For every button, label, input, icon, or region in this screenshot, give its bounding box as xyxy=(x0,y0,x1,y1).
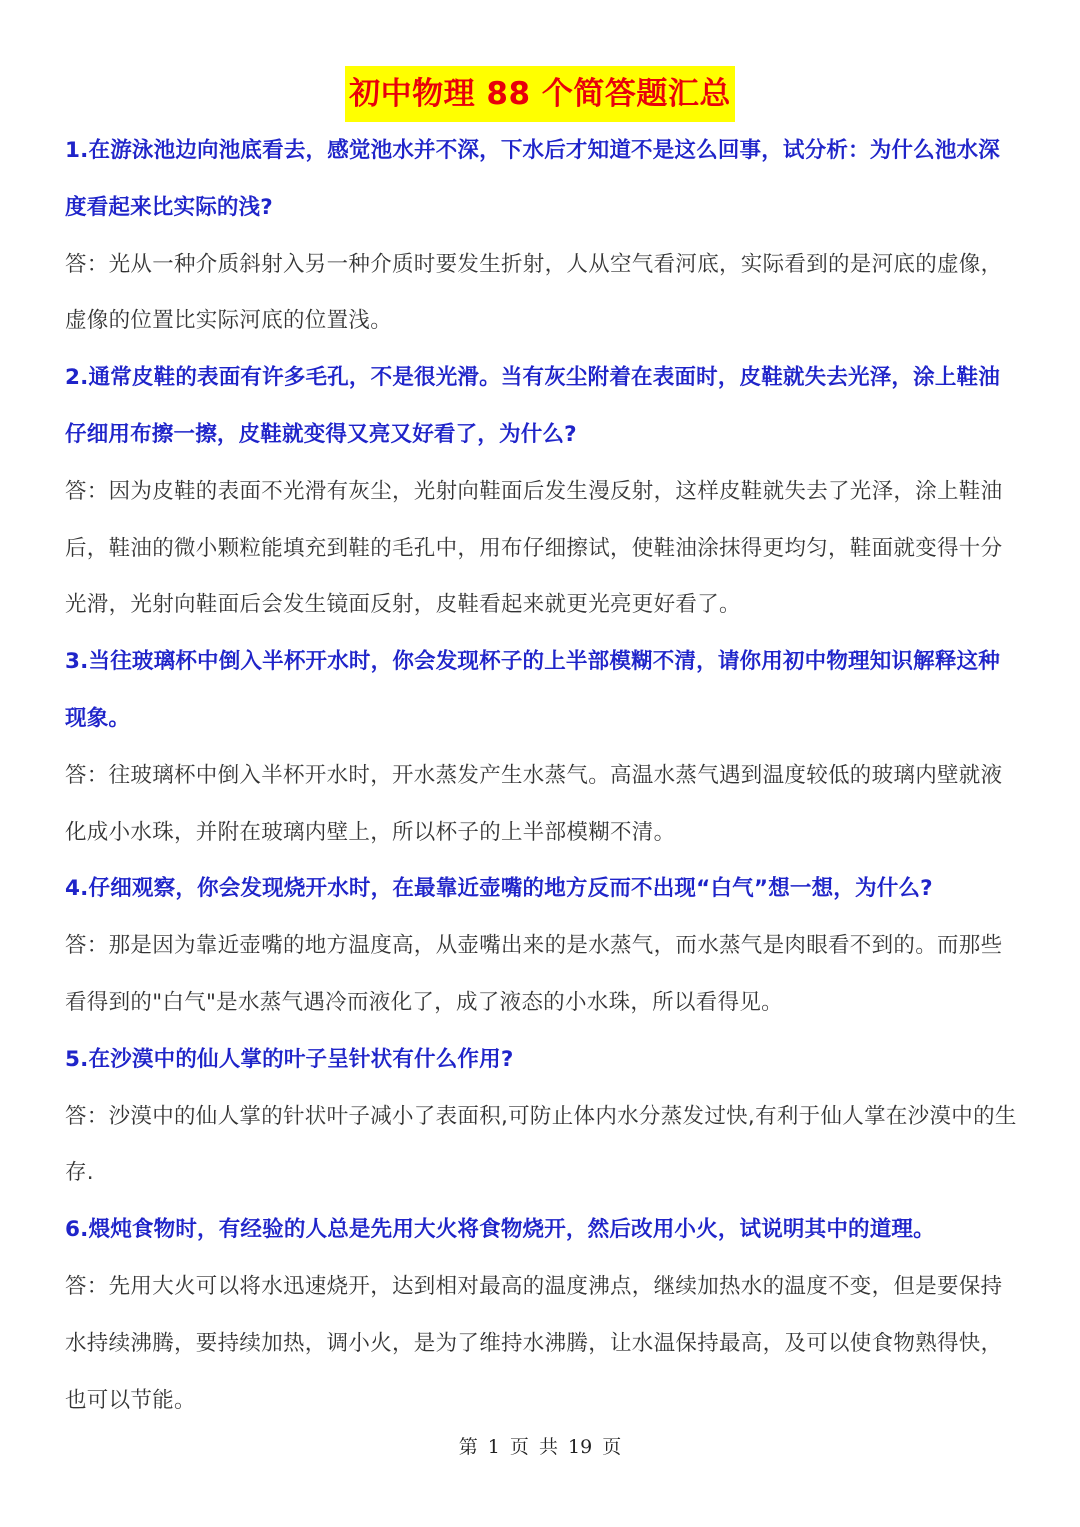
question-2: 2.通常皮鞋的表面有许多毛孔，不是很光滑。当有灰尘附着在表面时，皮鞋就失去光泽，涂上鞋油仔细用布擦一擦，皮鞋就变得又亮又好看了，为什么? xyxy=(65,365,1000,447)
answer-3: 答：往玻璃杯中倒入半杯开水时，开水蒸发产生水蒸气。高温水蒸气遇到温度较低的玻璃内壁就液化成小水珠，并附在玻璃内壁上，所以杯子的上半部模糊不清。 xyxy=(65,762,1003,845)
question-1: 1.在游泳池边向池底看去，感觉池水并不深，下水后才知道不是这么回事，试分析：为什么池水深度看起来比实际的浅? xyxy=(65,138,1000,220)
question-5: 5.在沙漠中的仙人掌的叶子呈针状有什么作用? xyxy=(65,1046,514,1072)
page-title: 初中物理 88 个简答题汇总 xyxy=(345,66,735,122)
title-wrap xyxy=(0,66,1080,122)
answer-1: 答：光从一种介质斜射入另一种介质时要发生折射，人从空气看河底，实际看到的是河底的虚像，虚像的位置比实际河底的位置浅。 xyxy=(65,251,1003,334)
qa-list xyxy=(65,123,1017,1429)
question-6: 6.煨炖食物时，有经验的人总是先用大火将食物烧开，然后改用小火，试说明其中的道理。 xyxy=(65,1217,935,1243)
answer-4: 答：那是因为靠近壶嘴的地方温度高，从壶嘴出来的是水蒸气，而水蒸气是肉眼看不到的。而那些看得到的"白气"是水蒸气遇冷而液化了，成了液态的小水珠，所以看得见。 xyxy=(65,933,1003,1015)
question-4: 4.仔细观察，你会发现烧开水时，在最靠近壶嘴的地方反而不出现“白气”想一想，为什么? xyxy=(65,876,933,902)
page-footer: 第 1 页 共 19 页 xyxy=(458,1436,622,1458)
answer-6: 答：先用大火可以将水迅速烧开，达到相对最高的温度沸点，继续加热水的温度不变，但是要保持水持续沸腾，要持续加热，调小火，是为了维持水沸腾，让水温保持最高，及可以使食物熟得快，也可以节能。 xyxy=(65,1273,1003,1413)
answer-5: 答：沙漠中的仙人掌的针状叶子减小了表面积,可防止体内水分蒸发过快,有利于仙人掌在沙漠中的生存. xyxy=(65,1103,1017,1186)
answer-2: 答：因为皮鞋的表面不光滑有灰尘，光射向鞋面后发生漫反射，这样皮鞋就失去了光泽，涂上鞋油后，鞋油的微小颗粒能填充到鞋的毛孔中，用布仔细擦试，使鞋油涂抹得更均匀，鞋面就变得十分光滑，光射向鞋面后会发生镜面反射，皮鞋看起来就更光亮更好看了。 xyxy=(65,478,1003,618)
question-3: 3.当往玻璃杯中倒入半杯开水时，你会发现杯子的上半部模糊不清，请你用初中物理知识解释这种现象。 xyxy=(65,649,1000,731)
